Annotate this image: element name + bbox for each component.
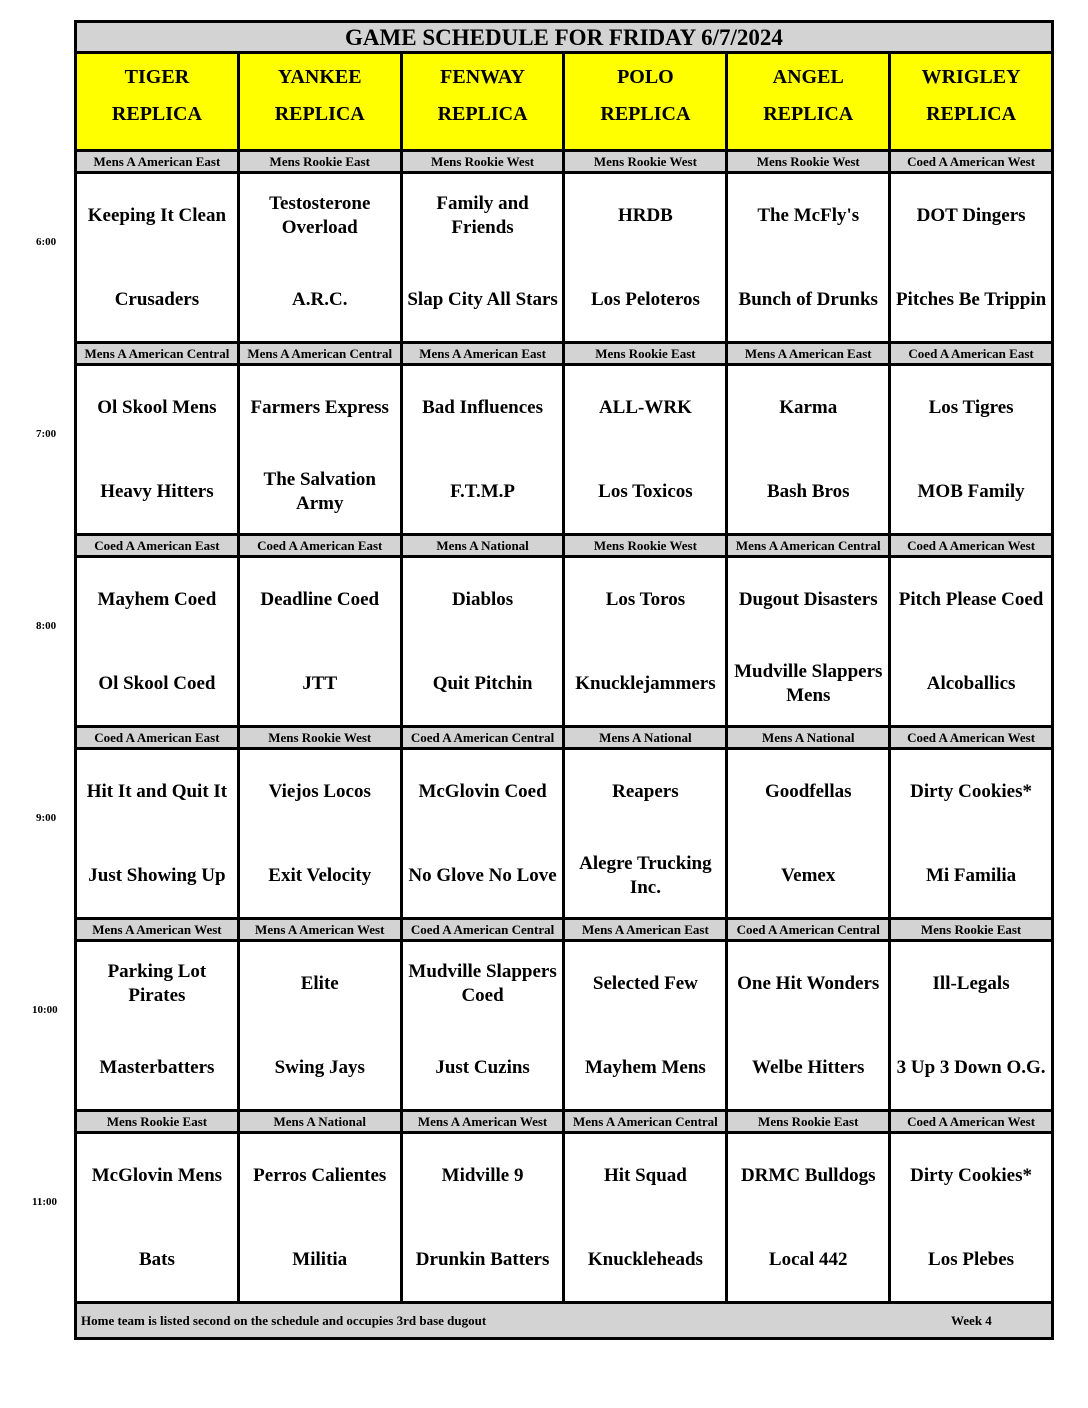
division-label: Coed A American East (240, 536, 403, 555)
away-team: Midville 9 (441, 1165, 524, 1186)
game-cell (403, 366, 566, 533)
home-team: Vemex (781, 865, 836, 886)
division-row (74, 536, 1054, 558)
away-team: Los Tigres (928, 397, 1014, 418)
home-team: The Salvation Army (263, 469, 376, 514)
away-team: Goodfellas (764, 781, 852, 802)
away-team: Dirty Cookies* (910, 781, 1033, 802)
division-label: Mens Rookie West (240, 728, 403, 747)
game-cell (891, 750, 1054, 917)
home-team: Los Peloteros (590, 289, 700, 310)
game-cell (240, 366, 403, 533)
schedule-body (74, 152, 1054, 1304)
division-row (74, 1112, 1054, 1134)
game-cell (565, 558, 728, 725)
division-label: Coed A American East (891, 344, 1054, 363)
home-team: Swing Jays (274, 1057, 365, 1078)
field-type: REPLICA (274, 103, 365, 125)
game-cell (240, 558, 403, 725)
home-team: Exit Velocity (268, 865, 372, 886)
game-row (74, 558, 1054, 728)
division-label: Mens Rookie East (565, 344, 728, 363)
game-cell (728, 1134, 891, 1301)
field-type: REPLICA (926, 103, 1017, 125)
away-team: Farmers Express (250, 397, 389, 418)
game-row (74, 942, 1054, 1112)
footer-bar (74, 1304, 1054, 1340)
field-type: REPLICA (437, 103, 528, 125)
division-label: Mens Rookie West (728, 152, 891, 171)
home-team: MOB Family (917, 481, 1025, 502)
game-cell (728, 942, 891, 1109)
away-team: Selected Few (592, 973, 698, 994)
game-cell (77, 366, 240, 533)
field-name: POLO (617, 66, 674, 88)
division-label: Mens A American West (240, 920, 403, 939)
division-label: Mens A National (403, 536, 566, 555)
home-team: Alegre Trucking Inc. (579, 853, 712, 898)
away-team: Ill-Legals (932, 973, 1010, 994)
game-cell (240, 1134, 403, 1301)
away-team: One Hit Wonders (737, 973, 880, 994)
away-team: Testosterone Overload (269, 193, 371, 238)
away-team: Karma (779, 397, 838, 418)
field-name: TIGER (124, 66, 190, 88)
footer-note: Home team is listed second on the schedule and occupies 3rd base dugout (81, 1313, 487, 1328)
home-team: Local 442 (768, 1249, 848, 1270)
page-title: GAME SCHEDULE FOR FRIDAY 6/7/2024 (74, 20, 1054, 54)
division-label: Mens Rookie West (403, 152, 566, 171)
week-label: Week 4 (951, 1313, 992, 1328)
division-row (74, 344, 1054, 366)
game-cell (891, 1134, 1054, 1301)
away-team: HRDB (617, 205, 673, 226)
away-team: Parking Lot Pirates (107, 961, 207, 1006)
home-team: Mi Familia (925, 865, 1017, 886)
away-team: McGlovin Coed (418, 781, 547, 802)
home-team: A.R.C. (292, 289, 348, 310)
game-cell (728, 558, 891, 725)
field-header-row (74, 54, 1054, 152)
home-team: Militia (292, 1249, 348, 1270)
game-cell (403, 174, 566, 341)
away-team: DRMC Bulldogs (740, 1165, 876, 1186)
game-cell (77, 558, 240, 725)
home-team: Mudville Slappers Mens (734, 661, 883, 706)
game-cell (240, 942, 403, 1109)
game-cell (728, 174, 891, 341)
away-team: Family and Friends (436, 193, 529, 238)
game-cell (891, 174, 1054, 341)
game-cell (565, 174, 728, 341)
away-team: Reapers (612, 781, 679, 802)
game-cell (403, 750, 566, 917)
away-team: McGlovin Mens (91, 1165, 223, 1186)
away-team: Diablos (451, 589, 514, 610)
time-label: 8:00 (36, 620, 57, 632)
field-type: REPLICA (600, 103, 691, 125)
time-label: 10:00 (32, 1004, 58, 1016)
away-team: Ol Skool Mens (97, 397, 217, 418)
away-team: Mayhem Coed (97, 589, 217, 610)
away-team: DOT Dingers (916, 205, 1026, 226)
away-team: Hit It and Quit It (86, 781, 228, 802)
division-label: Mens A American East (403, 344, 566, 363)
home-team: Pitches Be Trippin (895, 289, 1047, 310)
game-row (74, 174, 1054, 344)
field-type: REPLICA (111, 103, 202, 125)
field-header-4 (728, 54, 891, 149)
game-cell (891, 366, 1054, 533)
home-team: Bash Bros (766, 481, 850, 502)
home-team: Bunch of Drunks (738, 289, 878, 310)
home-team: Drunkin Batters (415, 1249, 550, 1270)
field-name: YANKEE (277, 66, 362, 88)
division-label: Coed A American West (891, 536, 1054, 555)
time-label: 6:00 (36, 236, 57, 248)
time-label: 11:00 (32, 1196, 58, 1208)
home-team: JTT (302, 673, 338, 694)
game-cell (565, 366, 728, 533)
division-label: Mens Rookie West (565, 152, 728, 171)
division-label: Mens A American East (565, 920, 728, 939)
away-team: Hit Squad (603, 1165, 687, 1186)
division-label: Coed A American West (891, 728, 1054, 747)
game-cell (565, 750, 728, 917)
division-row (74, 152, 1054, 174)
game-cell (403, 1134, 566, 1301)
division-label: Coed A American East (77, 536, 240, 555)
home-team: Alcoballics (926, 673, 1016, 694)
home-team: F.T.M.P (450, 481, 516, 502)
game-cell (77, 174, 240, 341)
game-cell (891, 558, 1054, 725)
schedule-sheet (74, 20, 1054, 1340)
away-team: Los Toros (605, 589, 686, 610)
home-team: Los Plebes (928, 1249, 1015, 1270)
home-team: No Glove No Love (408, 865, 557, 886)
home-team: Masterbatters (99, 1057, 215, 1078)
away-team: Deadline Coed (260, 589, 380, 610)
division-label: Mens A American East (77, 152, 240, 171)
game-cell (565, 1134, 728, 1301)
home-team: Los Toxicos (598, 481, 693, 502)
division-label: Mens A American West (77, 920, 240, 939)
division-label: Coed A American Central (403, 728, 566, 747)
game-cell (77, 1134, 240, 1301)
field-header-0 (77, 54, 240, 149)
division-label: Coed A American Central (403, 920, 566, 939)
away-team: Bad Influences (422, 397, 544, 418)
home-team: Quit Pitchin (432, 673, 533, 694)
field-header-2 (403, 54, 566, 149)
away-team: Dirty Cookies* (910, 1165, 1033, 1186)
field-name: WRIGLEY (921, 66, 1021, 88)
game-cell (240, 750, 403, 917)
division-label: Coed A American Central (728, 920, 891, 939)
away-team: Pitch Please Coed (898, 589, 1044, 610)
game-row (74, 366, 1054, 536)
division-label: Mens A National (240, 1112, 403, 1131)
game-cell (728, 366, 891, 533)
time-label: 7:00 (36, 428, 57, 440)
field-name: ANGEL (772, 66, 844, 88)
home-team: Bats (138, 1249, 175, 1270)
away-team: Perros Calientes (253, 1165, 387, 1186)
field-header-5 (891, 54, 1054, 149)
home-team: Crusaders (114, 289, 200, 310)
field-name: FENWAY (440, 66, 525, 88)
away-team: Dugout Disasters (738, 589, 878, 610)
home-team: 3 Up 3 Down O.G. (896, 1057, 1046, 1078)
division-label: Mens Rookie West (565, 536, 728, 555)
division-label: Mens A National (728, 728, 891, 747)
home-team: Knucklejammers (575, 673, 716, 694)
division-label: Coed A American West (891, 152, 1054, 171)
game-cell (891, 942, 1054, 1109)
division-label: Mens A American West (403, 1112, 566, 1131)
game-cell (403, 558, 566, 725)
away-team: Keeping It Clean (87, 205, 227, 226)
game-cell (77, 942, 240, 1109)
division-label: Mens A American Central (728, 536, 891, 555)
field-header-3 (565, 54, 728, 149)
game-row (74, 750, 1054, 920)
home-team: Ol Skool Coed (98, 673, 216, 694)
home-team: Welbe Hitters (752, 1057, 865, 1078)
division-row (74, 920, 1054, 942)
away-team: Viejos Locos (268, 781, 371, 802)
field-header-1 (240, 54, 403, 149)
division-label: Mens A American Central (240, 344, 403, 363)
division-label: Mens Rookie East (77, 1112, 240, 1131)
home-team: Slap City All Stars (407, 289, 558, 310)
home-team: Knuckleheads (587, 1249, 703, 1270)
division-label: Coed A American East (77, 728, 240, 747)
game-row (74, 1134, 1054, 1304)
game-cell (403, 942, 566, 1109)
division-label: Mens Rookie East (728, 1112, 891, 1131)
division-label: Mens A National (565, 728, 728, 747)
division-label: Mens Rookie East (240, 152, 403, 171)
game-cell (77, 750, 240, 917)
division-label: Mens Rookie East (891, 920, 1054, 939)
game-cell (240, 174, 403, 341)
home-team: Just Showing Up (88, 865, 226, 886)
away-team: Mudville Slappers Coed (408, 961, 557, 1006)
away-team: Elite (300, 973, 339, 994)
game-cell (728, 750, 891, 917)
away-team: The McFly's (757, 205, 860, 226)
away-team: ALL-WRK (598, 397, 692, 418)
home-team: Heavy Hitters (100, 481, 214, 502)
division-row (74, 728, 1054, 750)
game-cell (565, 942, 728, 1109)
division-label: Mens A American Central (77, 344, 240, 363)
division-label: Mens A American East (728, 344, 891, 363)
home-team: Just Cuzins (435, 1057, 530, 1078)
time-label: 9:00 (36, 812, 57, 824)
field-type: REPLICA (763, 103, 854, 125)
home-team: Mayhem Mens (584, 1057, 706, 1078)
division-label: Coed A American West (891, 1112, 1054, 1131)
division-label: Mens A American Central (565, 1112, 728, 1131)
